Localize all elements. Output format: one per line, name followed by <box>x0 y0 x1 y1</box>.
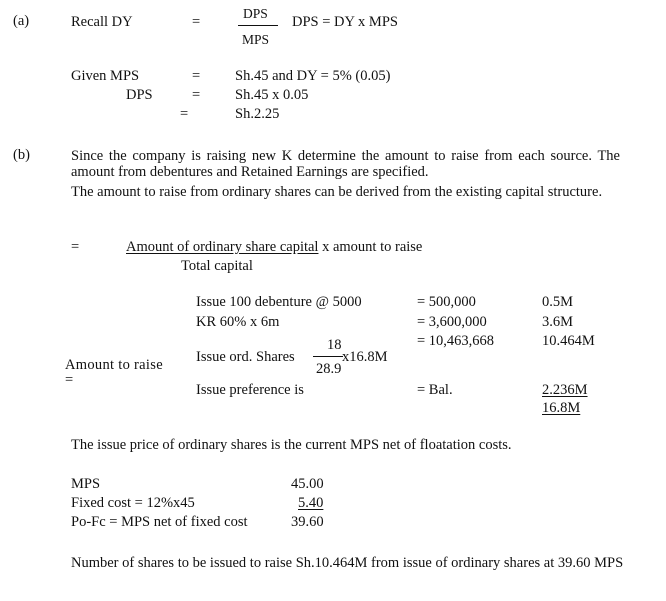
preference-value: = Bal. <box>417 382 453 398</box>
issue-debenture-value: = 500,000 <box>417 294 476 310</box>
formula-denominator: Total capital <box>181 258 253 274</box>
kr-label: KR 60% x 6m <box>196 314 280 330</box>
ord-multiplier: x16.8M <box>342 349 388 365</box>
ord-fraction-bar <box>313 356 343 357</box>
dps-label: DPS <box>126 87 153 103</box>
equals-sign: = <box>192 87 201 103</box>
amount-equals-sign: = <box>65 372 74 388</box>
mps-value: 45.00 <box>291 476 324 492</box>
ord-fraction-numerator: 18 <box>327 337 342 353</box>
fraction-bar <box>238 25 278 26</box>
issue-price-text: The issue price of ordinary shares is the current MPS net of floatation costs. <box>71 437 512 453</box>
kr-value: = 3,600,000 <box>417 314 487 330</box>
po-fc-value: 39.60 <box>291 514 324 530</box>
total-m: 16.8M <box>542 400 581 416</box>
formula-numerator-rest: x amount to raise <box>318 239 423 255</box>
paragraph-raising-capital: Since the company is raising new K determine the amount to raise from each source. The amount from debentures and Retained Earnings are specified. <box>71 148 620 181</box>
number-of-shares-text: Number of shares to be issued to raise Sh.10.464M from issue of ordinary shares at 39.60 MPS <box>71 555 624 571</box>
equals-sign: = <box>180 106 189 122</box>
mps-label: MPS <box>71 476 101 492</box>
ordinary-share-capital-underlined: Amount of ordinary share capital <box>126 239 319 255</box>
ord-fraction-denominator: 28.9 <box>316 361 342 377</box>
ordinary-shares-value: = 10,463,668 <box>417 333 495 349</box>
dps-result: Sh.2.25 <box>235 106 280 122</box>
equals-sign: = <box>192 14 201 30</box>
recall-dy-text: Recall DY <box>71 14 133 30</box>
given-mps-value: Sh.45 and DY = 5% (0.05) <box>235 68 391 84</box>
issue-preference-label: Issue preference is <box>196 382 304 398</box>
equals-sign: = <box>192 68 201 84</box>
preference-m: 2.236M <box>542 382 588 398</box>
fraction-numerator-dps: DPS <box>243 6 268 21</box>
po-fc-label: Po-Fc = MPS net of fixed cost <box>71 514 248 530</box>
dps-formula: DPS = DY x MPS <box>292 14 398 30</box>
part-b-label: (b) <box>13 147 30 163</box>
fixed-cost-label: Fixed cost = 12%x45 <box>71 495 195 511</box>
paragraph-capital-structure: The amount to raise from ordinary shares can be derived from the existing capital structure. <box>71 184 603 200</box>
issue-debenture-m: 0.5M <box>542 294 574 310</box>
given-mps-label: Given MPS <box>71 68 140 84</box>
equals-sign: = <box>71 239 80 255</box>
amount-to-raise-label: Amount to raise <box>65 357 163 373</box>
issue-debenture-label: Issue 100 debenture @ 5000 <box>196 294 362 310</box>
fixed-cost-value: 5.40 <box>298 495 324 511</box>
dps-calculation: Sh.45 x 0.05 <box>235 87 309 103</box>
formula-numerator <box>126 240 422 255</box>
kr-m: 3.6M <box>542 314 574 330</box>
part-a-label: (a) <box>13 13 30 29</box>
fraction-denominator-mps: MPS <box>242 32 270 47</box>
ordinary-shares-m: 10.464M <box>542 333 595 349</box>
issue-ordinary-shares-label: Issue ord. Shares <box>196 349 295 365</box>
